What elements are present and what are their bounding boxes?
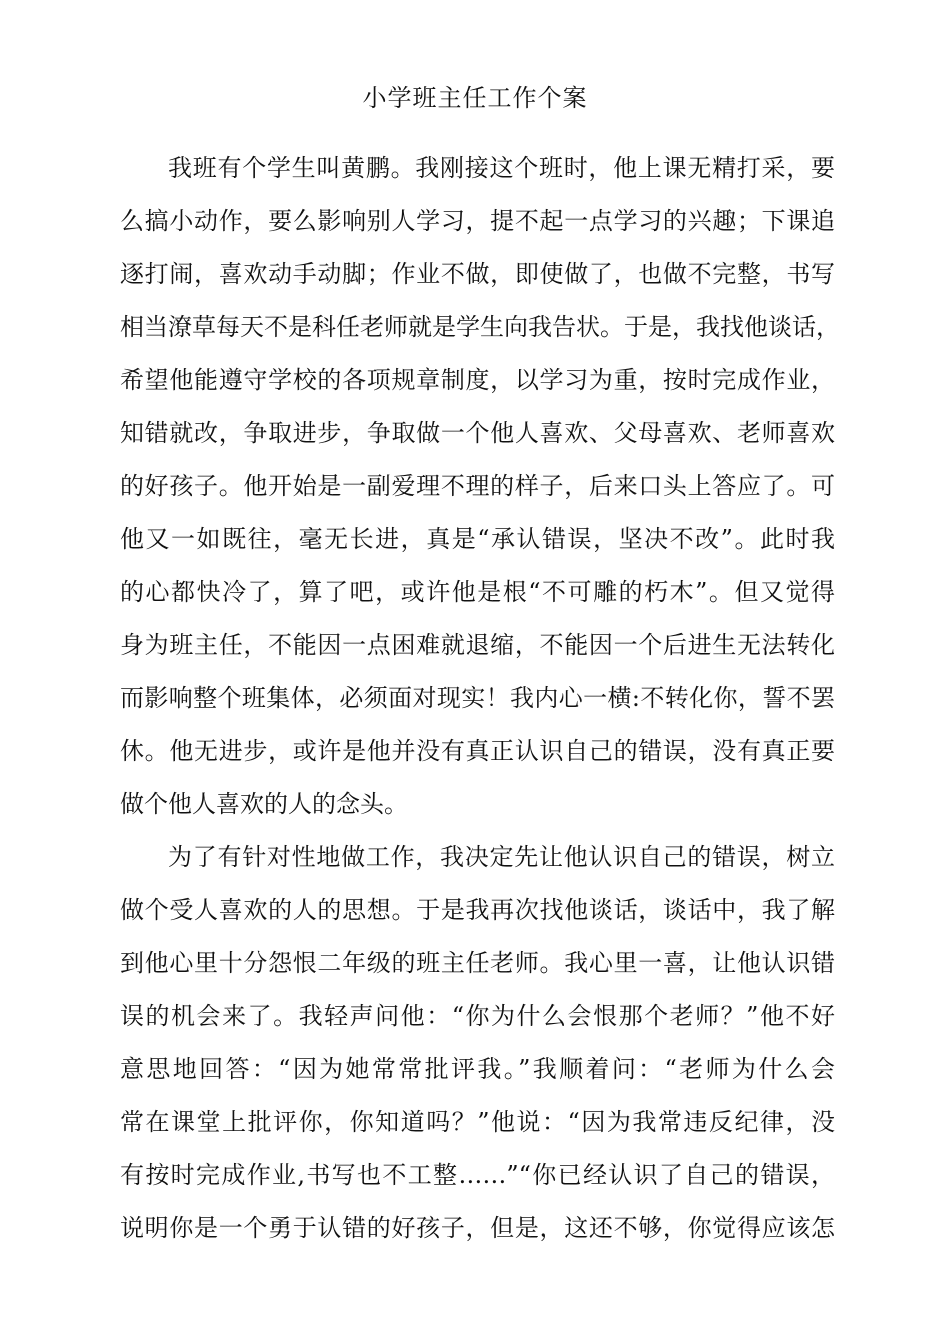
- paragraph-line: 常在课堂上批评你，你知道吗？”他说：“因为我常违反纪律，没: [120, 1108, 835, 1136]
- paragraph-line: 有按时完成作业,书写也不工整……”“你已经认识了自己的错误，: [120, 1161, 835, 1189]
- paragraph-line: 说明你是一个勇于认错的好孩子，但是，这还不够，你觉得应该怎: [120, 1214, 835, 1242]
- paragraph-line: 误的机会来了。我轻声问他：“你为什么会恨那个老师？”他不好: [120, 1002, 835, 1030]
- paragraph-line: 知错就改，争取进步，争取做一个他人喜欢、父母喜欢、老师喜欢: [120, 419, 835, 447]
- paragraph-line: 意思地回答：“因为她常常批评我。”我顺着问：“老师为什么会: [120, 1055, 835, 1083]
- paragraph-line: 做个他人喜欢的人的念头。: [120, 790, 408, 818]
- paragraph-line: 的好孩子。他开始是一副爱理不理的样子，后来口头上答应了。可: [120, 472, 835, 500]
- paragraph-line: 的心都快冷了，算了吧，或许他是根“不可雕的朽木”。但又觉得: [120, 578, 835, 606]
- paragraph-1: [120, 142, 840, 831]
- document-title: 小学班主任工作个案: [362, 84, 588, 112]
- paragraph-line: 到他心里十分怨恨二年级的班主任老师。我心里一喜，让他认识错: [120, 949, 835, 977]
- paragraph-2: [120, 831, 835, 1255]
- paragraph-line: 身为班主任，不能因一点困难就退缩，不能因一个后进生无法转化: [120, 631, 835, 659]
- paragraph-line: 我班有个学生叫黄鹏。我刚接这个班时，他上课无精打采，要: [168, 154, 835, 182]
- paragraph-line: 么搞小动作，要么影响别人学习，提不起一点学习的兴趣；下课追: [120, 207, 835, 235]
- paragraph-line: 为了有针对性地做工作，我决定先让他认识自己的错误，树立: [168, 843, 835, 871]
- paragraph-line: 而影响整个班集体，必须面对现实！我内心一横:不转化你，誓不罢: [120, 684, 835, 712]
- paragraph-line: 休。他无进步，或许是他并没有真正认识自己的错误，没有真正要: [120, 737, 835, 765]
- paragraph-line: 希望他能遵守学校的各项规章制度，以学习为重，按时完成作业，: [120, 366, 835, 394]
- paragraph-line: 做个受人喜欢的人的思想。于是我再次找他谈话，谈话中，我了解: [120, 896, 835, 924]
- paragraph-line: 相当潦草每天不是科任老师就是学生向我告状。于是，我找他谈话，: [120, 313, 840, 341]
- paragraph-line: 逐打闹，喜欢动手动脚；作业不做，即使做了，也做不完整，书写: [120, 260, 835, 288]
- document-body: [120, 142, 840, 1255]
- paragraph-line: 他又一如既往，毫无长进，真是“承认错误，坚决不改”。此时我: [120, 525, 835, 553]
